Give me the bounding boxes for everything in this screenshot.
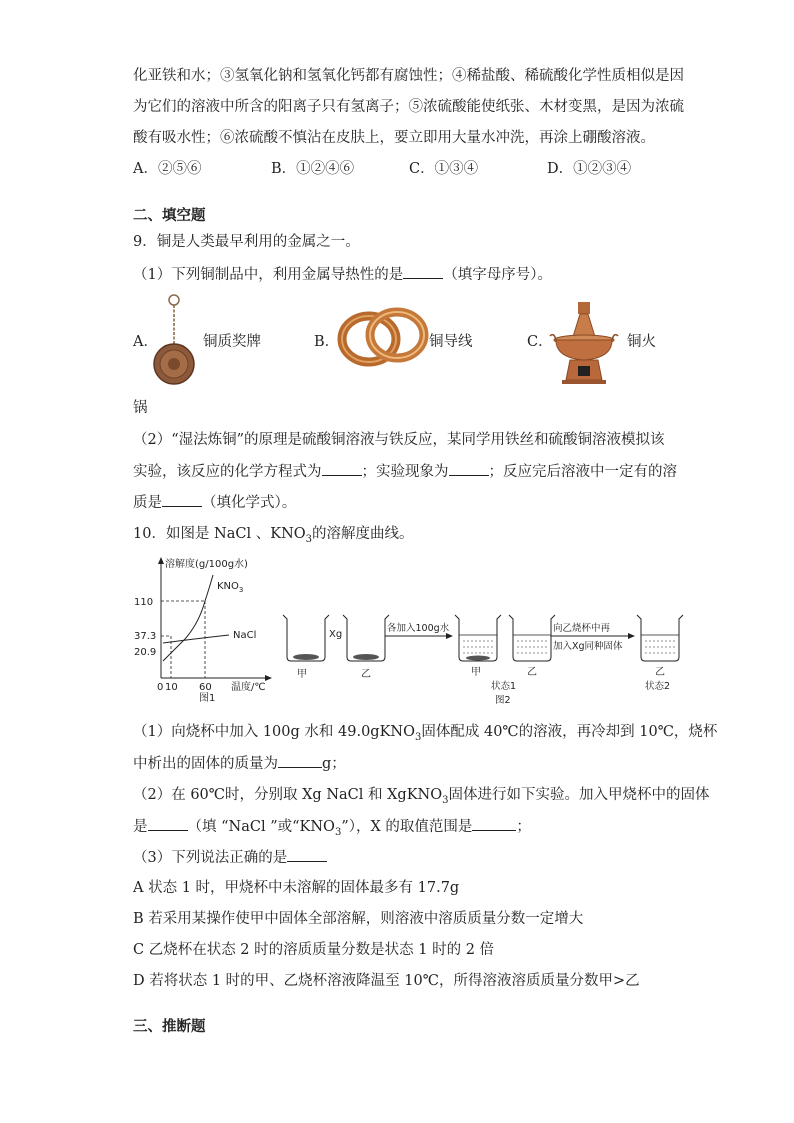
- state1-jia-label: 甲: [471, 667, 481, 678]
- q10-part1-line1: [133, 722, 717, 748]
- q9-part2-text-d: 质是: [133, 495, 162, 511]
- state2-yi-label: 乙: [655, 667, 665, 678]
- q10-part3: [133, 847, 327, 868]
- arrow2-label-line2: 加入Xg同种固体: [553, 641, 623, 652]
- q10-option-d: D 若将状态 1 时的甲、乙烧杯溶液降温至 10℃，所得溶液溶质质量分数甲>乙: [133, 973, 640, 989]
- answer-blank[interactable]: [449, 461, 489, 476]
- state2-label: 状态2: [645, 681, 671, 692]
- fig1-xtick-0: 0: [157, 682, 164, 693]
- q9-opt-b-letter: B．: [314, 334, 340, 350]
- q10-part1-text-a: （1）向烧杯中加入 100g 水和 49.0gKNO: [133, 724, 415, 740]
- q10-part2-text-b: 固体进行如下实验。加入甲烧杯中的固体: [448, 787, 710, 803]
- kno3-curve: [163, 575, 213, 661]
- q10-part2-text-a: （2）在 60℃时，分别取 Xg NaCl 和 XgKNO: [133, 787, 443, 803]
- q9-opt-a-letter: A．: [133, 334, 158, 350]
- section-heading-fill-in: 二、填空题: [133, 208, 206, 224]
- section-heading-inference: 三、推断题: [133, 1019, 206, 1035]
- q9-opt-a-label: 铜质奖牌: [203, 334, 261, 350]
- q10-part1-text-c: 中析出的固体的质量为: [133, 756, 278, 772]
- q8-option-c: C．①③④: [409, 161, 479, 177]
- q9-part2-text-e: （填化学式）。: [202, 495, 297, 511]
- answer-blank[interactable]: [472, 816, 516, 831]
- q9-part2-text-a: 实验，该反应的化学方程式为: [133, 464, 322, 480]
- q10-stem-text: 10．如图是 NaCl 、KNO: [133, 526, 306, 542]
- arrow2-label-line1: 向乙烧杯中再: [553, 623, 611, 634]
- q8-option-b: B．①②④⑥: [271, 161, 355, 177]
- beaker-experiment-figure: [275, 605, 695, 705]
- q10-part1-text-b: 固体配成 40℃的溶液，再冷却到 10℃，烧杯: [421, 724, 718, 740]
- state1-yi-label: 乙: [527, 667, 537, 678]
- fig1-ytick-110: 110: [134, 597, 154, 608]
- q10-part3-text: （3）下列说法正确的是: [133, 850, 288, 866]
- beaker-jia-label: 甲: [297, 669, 307, 680]
- subscript: 3: [238, 586, 244, 594]
- q9-opt-c-letter: C．: [527, 334, 553, 350]
- fig2-caption: 图2: [495, 695, 511, 705]
- fig1-xtick-10: 10: [165, 682, 178, 693]
- q10-part2-text-c: 是: [133, 819, 148, 835]
- q10-part2-text-f: ；: [516, 819, 531, 835]
- answer-blank[interactable]: [162, 492, 202, 507]
- fig1-ytick-37-3: 37.3: [134, 631, 157, 642]
- q8-line-1: 化亚铁和水；③氢氧化钠和氢氧化钙都有腐蚀性；④稀盐酸、稀硫酸化学性质相似是因: [133, 68, 684, 84]
- beaker-yi-label: 乙: [361, 669, 371, 680]
- solubility-curve-figure: [133, 553, 273, 703]
- q9-part2-text-c: ；反应完后溶液中一定有的溶: [488, 464, 677, 480]
- q8-line-3: 酸有吸水性；⑥浓硫酸不慎沾在皮肤上，要立即用大量水冲洗，再涂上硼酸溶液。: [133, 130, 655, 146]
- q9-part2-line2: [133, 461, 677, 482]
- q9-part2-text-b: ；实验现象为: [361, 464, 449, 480]
- copper-medal-image: [152, 292, 196, 388]
- fig1-xtick-60: 60: [199, 682, 212, 693]
- q10-option-c: C 乙烧杯在状态 2 时的溶质质量分数是状态 1 时的 2 倍: [133, 942, 495, 958]
- copper-hotpot-image: [548, 300, 620, 386]
- q9-part2-line1: （2）“湿法炼铜”的原理是硫酸铜溶液与铁反应，某同学用铁丝和硫酸铜溶液模拟该: [133, 432, 665, 448]
- fig1-xlabel: 温度/℃: [231, 682, 266, 693]
- q10-part2-line1: [133, 785, 710, 811]
- fig1-caption: 图1: [199, 693, 216, 703]
- answer-blank[interactable]: [287, 847, 327, 862]
- q9-part1: [133, 264, 552, 285]
- q8-option-a: A．②⑤⑥: [133, 161, 202, 177]
- answer-blank[interactable]: [403, 264, 443, 279]
- q9-part1-text: （1）下列铜制品中，利用金属导热性的是: [133, 267, 404, 283]
- q10-option-a: A 状态 1 时，甲烧杯中未溶解的固体最多有 17.7g: [133, 880, 460, 896]
- subscript: 3: [334, 826, 342, 838]
- arrow1-label: 各加入100g水: [387, 623, 450, 634]
- q8-option-d: D．①②③④: [547, 161, 632, 177]
- q9-opt-b-label: 铜导线: [429, 334, 473, 350]
- q10-option-b: B 若采用某操作使甲中固体全部溶解，则溶液中溶质质量分数一定增大: [133, 911, 584, 927]
- q10-part1-line2: [133, 753, 346, 774]
- nacl-curve: [163, 635, 229, 643]
- kno3-text: KNO: [217, 581, 239, 592]
- q9-stem: 9．铜是人类最早利用的金属之一。: [133, 234, 360, 250]
- state1-label: 状态1: [491, 681, 517, 692]
- subscript: 3: [415, 731, 422, 743]
- q9-opt-c-label-cont: 锅: [133, 400, 148, 416]
- xg-label: Xg: [329, 629, 343, 640]
- subscript: 3: [305, 533, 313, 545]
- q10-part2-text-d: （填 “NaCl ”或“KNO: [187, 819, 335, 835]
- kno3-curve-label: [217, 581, 243, 594]
- answer-blank[interactable]: [322, 461, 362, 476]
- q9-opt-c-label: 铜火: [627, 334, 656, 350]
- q10-part1-text-d: g；: [322, 756, 346, 772]
- subscript: 3: [442, 794, 449, 806]
- q9-part2-line3: [133, 492, 296, 513]
- answer-blank[interactable]: [148, 816, 188, 831]
- q10-part2-text-e: ”），X 的取值范围是: [341, 819, 473, 835]
- q9-part1-hint: （填字母序号）。: [443, 267, 552, 283]
- q8-line-2: 为它们的溶液中所含的阳离子只有氢离子；⑤浓硫酸能使纸张、木材变黑，是因为浓硫: [133, 99, 684, 115]
- answer-blank[interactable]: [278, 753, 322, 768]
- q10-part2-line2: [133, 816, 531, 843]
- copper-wire-image: [337, 307, 429, 367]
- q10-stem-text-b: 的溶解度曲线。: [312, 526, 414, 542]
- fig1-ytick-20-9: 20.9: [134, 647, 157, 658]
- nacl-curve-label: NaCl: [233, 630, 257, 641]
- fig1-ylabel: 溶解度(g/100g水): [165, 559, 248, 570]
- q10-stem: [133, 524, 414, 550]
